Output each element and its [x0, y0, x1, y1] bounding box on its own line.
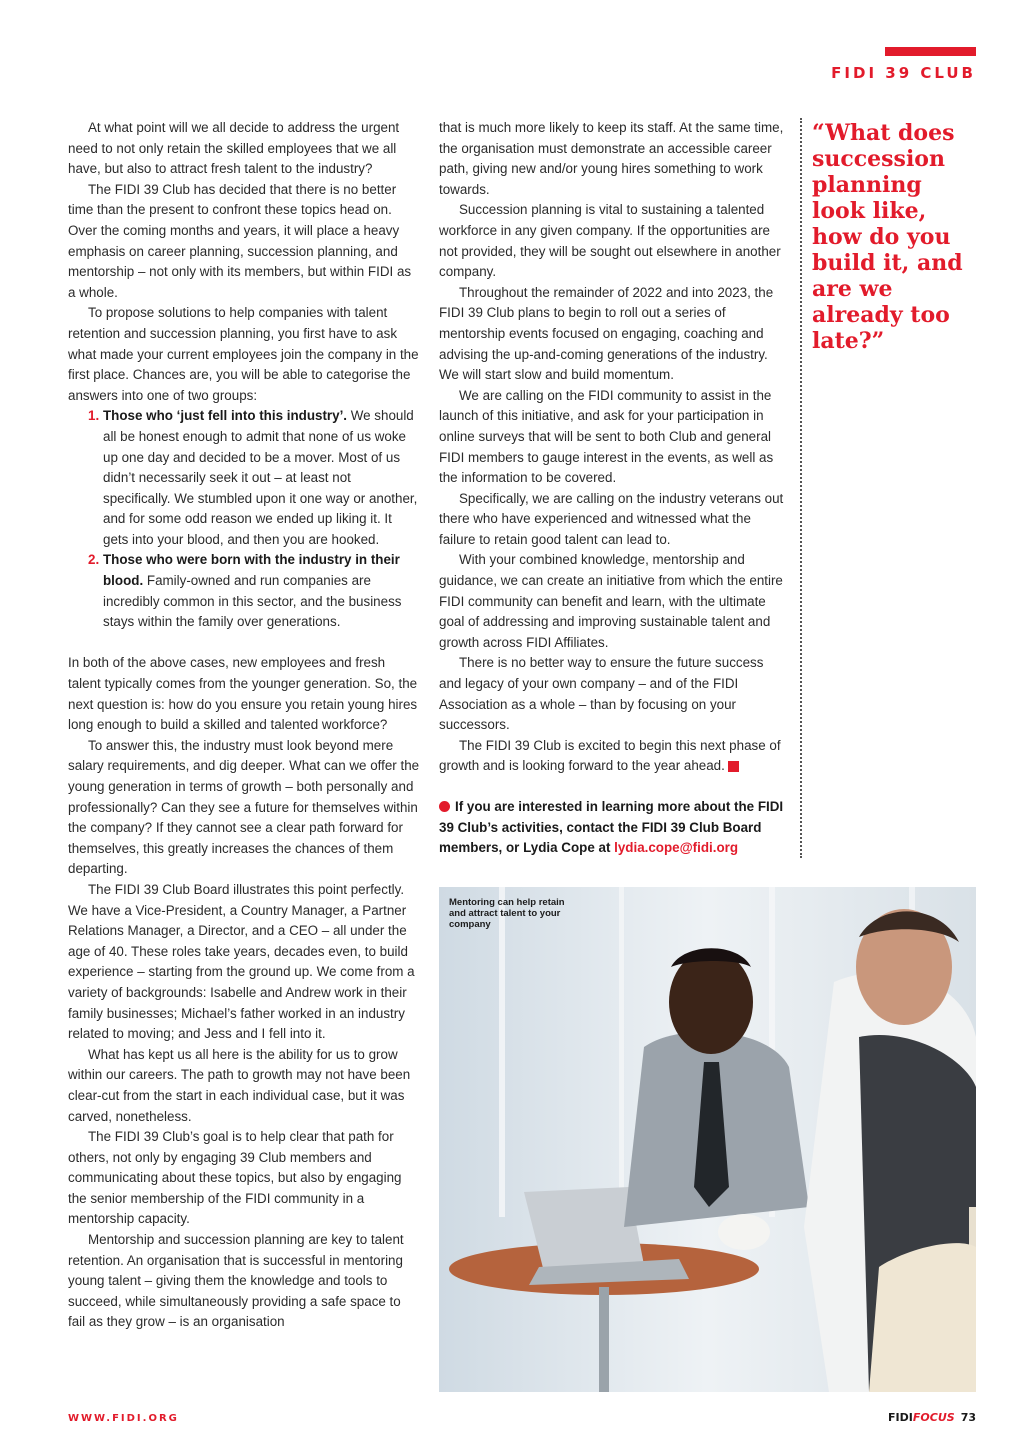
page-number: 73 — [960, 1411, 976, 1424]
paragraph: Mentorship and succession planning are key to talent retention. An organisation that is successful in mentoring young talent – giving them the knowledge and tools to succeed, while simultaneously providing a safe space to fail as they grow – is an organisation — [68, 1232, 404, 1330]
header-accent-bar — [885, 47, 976, 56]
paragraph: With your combined knowledge, mentorship and guidance, we can create an initiative from which the entire FIDI community can benefit and learn, with the ultimate goal of addressing and improving sustainable talent and growth across FIDI Affiliates. — [439, 552, 783, 650]
section-title: FIDI 39 CLUB — [831, 64, 976, 82]
list-number: 1. — [88, 408, 100, 424]
list-item — [88, 550, 420, 632]
paragraph: Succession planning is vital to sustaining a talented workforce in any given company. If the opportunities are not provided, they will be sought out elsewhere in another company. — [439, 202, 781, 280]
paragraph: The FIDI 39 Club’s goal is to help clear that path for others, not only by engaging 39 Club members and communicating about these topics, but also by engaging the senior membership of the FIDI community in a mentorship capacity. — [68, 1129, 402, 1227]
paragraph: The FIDI 39 Club Board illustrates this point perfectly. We have a Vice-President, a Country Manager, a Partner Relations Manager, a Director, and a CEO – all under the age of 40. These roles take years, decades even, to build experience – starting from the ground up. We come from a variety of backgrounds: Isabelle and Andrew work in their family businesses; Michael’s father worked in an industry related to moving; and Jess and I fell into it. — [68, 881, 415, 1042]
brand-name-part1: FIDI — [888, 1411, 913, 1424]
contact-email-link[interactable]: lydia.cope@fidi.org — [614, 840, 739, 856]
paragraph: To propose solutions to help companies with talent retention and succession planning, you first have to ask what made your current employees join the company in the first place. Chances are, you will be able to categorise the answers into one of two groups: — [68, 305, 419, 403]
paragraph: The FIDI 39 Club has decided that there is no better time than the present to confront these topics head on. Over the coming months and years, it will place a heavy emphasis on career planning, succession planning, and mentorship – not only with its members, but within FIDI as a whole. — [68, 181, 412, 300]
list-item-bold: Those who were born with the industry in their blood. — [103, 552, 400, 589]
groups-list — [68, 406, 420, 633]
mentoring-photo — [439, 887, 976, 1392]
paragraph: Throughout the remainder of 2022 and into 2023, the FIDI 39 Club plans to begin to roll out a series of mentorship events focused on engaging, coaching and advising the up-and-coming generations of the industry. We will start slow and build momentum. — [439, 284, 774, 383]
photo-illustration — [439, 887, 976, 1392]
column-divider — [800, 118, 802, 858]
end-mark-icon: FF — [728, 761, 739, 772]
list-item-text: Family-owned and run companies are incredibly common in this sector, and the business stays within the family over generations. — [103, 573, 402, 630]
paragraph: that is much more likely to keep its staff. At the same time, the organisation must demonstrate an accessible career path, giving new and/or young hires something to work towards. — [439, 120, 784, 197]
contact-text: If you are interested in learning more about the FIDI 39 Club’s activities, contact the FIDI 39 Club Board members, or Lydia Cope at — [439, 799, 784, 856]
article-column-2 — [439, 118, 789, 859]
paragraph: To answer this, the industry must look beyond mere salary requirements, and dig deeper. What can we offer the young generation in terms of growth – both personally and professionally? Can they see a future for themselves within the company? If they cannot see a clear path forward for themselves, this greatly increases the chances of them departing. — [68, 737, 420, 877]
photo-caption: Mentoring can help retain and attract talent to your company — [449, 897, 565, 930]
footer-url[interactable]: WWW.FIDI.ORG — [68, 1413, 179, 1424]
pull-quote: “What does succession planning look like, how do you build it, and are we already too late?” — [812, 120, 963, 354]
brand-name-part2: FOCUS — [912, 1411, 955, 1424]
paragraph: There is no better way to ensure the future success and legacy of your own company – and of the FIDI Association as a whole – than by focusing on your successors. — [439, 655, 764, 733]
paragraph: In both of the above cases, new employees and fresh talent typically comes from the younger generation. So, the next question is: how do you ensure you retain young hires long enough to build a skilled and talented workforce? — [68, 655, 418, 733]
paragraph: We are calling on the FIDI community to assist in the launch of this initiative, and ask for your participation in online surveys that will be sent to both Club and general FIDI members to gauge interest in the events, as well as the information to be covered. — [439, 387, 774, 486]
paragraph: What has kept us all here is the ability for us to grow within our careers. The path to growth may not have been clear-cut from the start in each individual case, but it was carved, nonetheless. — [68, 1046, 411, 1124]
list-item-bold: Those who ‘just fell into this industry’. — [103, 408, 348, 424]
list-item-text: We should all be honest enough to admit that none of us woke up one day and decided to be a mover. Most of us didn’t necessarily seek it out – at least not specifically. We stumbled upon it one way or another, and for some odd reason we ended up liking it. It gets into your blood, and then you are hooked. — [103, 408, 418, 547]
list-number: 2. — [88, 552, 100, 568]
paragraph — [439, 736, 789, 777]
paragraph: At what point will we all decide to address the urgent need to not only retain the skilled employees that we all have, but also to attract fresh talent to the industry? — [68, 120, 400, 177]
bullet-dot-icon — [439, 801, 450, 812]
paragraph: Specifically, we are calling on the industry veterans out there who have experienced and witnessed what the failure to retain good talent can lead to. — [439, 490, 784, 547]
spacer — [68, 633, 420, 654]
list-item — [88, 406, 420, 550]
footer-brand — [888, 1411, 976, 1424]
paragraph-text: The FIDI 39 Club is excited to begin this next phase of growth and is looking forward to the year ahead. — [439, 737, 781, 774]
article-column-1 — [68, 118, 420, 1333]
contact-note — [439, 797, 789, 859]
